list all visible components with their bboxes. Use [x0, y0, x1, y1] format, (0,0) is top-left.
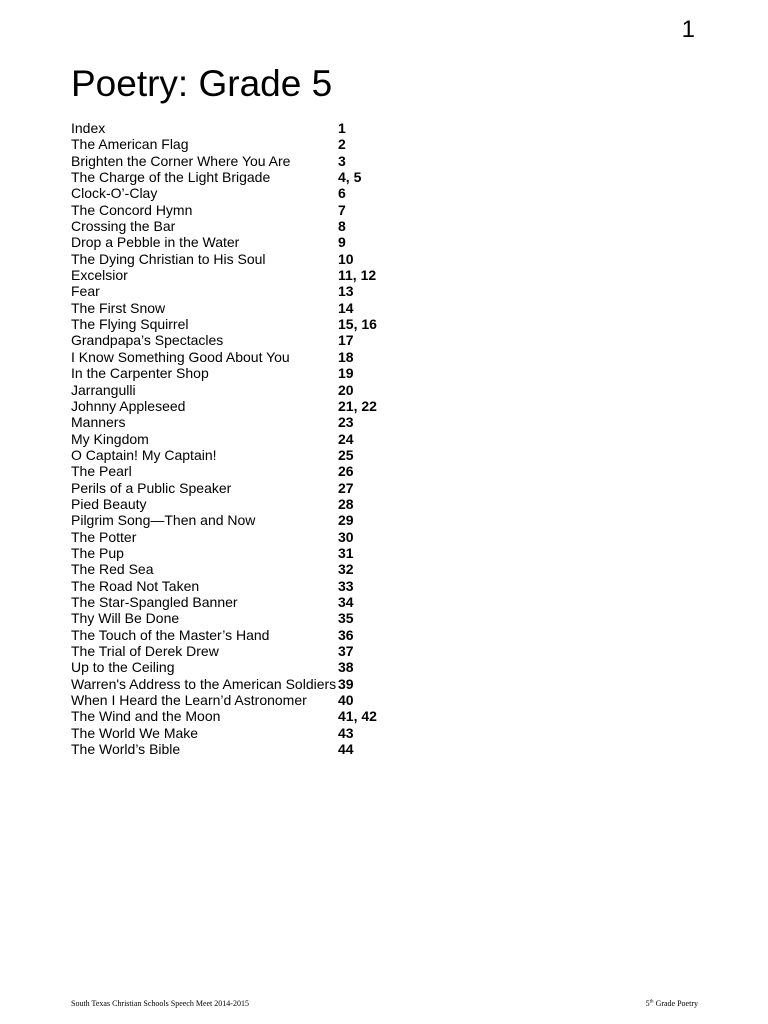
- index-row: [71, 512, 471, 528]
- index-row: [71, 431, 471, 447]
- poem-page-numbers: 4, 5: [338, 169, 362, 186]
- poem-page-numbers: 11, 12: [338, 267, 377, 284]
- poem-title: Thy Will Be Done: [71, 610, 180, 627]
- poem-title: Grandpapa’s Spectacles: [71, 332, 224, 349]
- index-row: [71, 365, 471, 381]
- index-row: [71, 332, 471, 348]
- page-title: Poetry: Grade 5: [71, 63, 333, 104]
- index-row: [71, 545, 471, 561]
- poem-page-numbers: 33: [338, 577, 354, 594]
- footer-right: [646, 998, 698, 1010]
- poem-page-numbers: 25: [338, 446, 354, 463]
- poem-title: Crossing the Bar: [71, 218, 176, 235]
- poem-page-numbers: 3: [338, 152, 346, 169]
- poem-title: The Trial of Derek Drew: [71, 643, 219, 659]
- poem-page-numbers: 19: [338, 365, 354, 382]
- poem-title: The Dying Christian to His Soul: [71, 250, 266, 267]
- index-row: [71, 267, 471, 283]
- index-row: [71, 251, 471, 267]
- poem-page-numbers: 9: [338, 234, 346, 251]
- index-row: [71, 414, 471, 430]
- poem-title: The First Snow: [71, 299, 166, 316]
- index-row: [71, 578, 471, 594]
- index-row: [71, 725, 471, 741]
- poem-title: Perils of a Public Speaker: [71, 479, 232, 496]
- index-row: [71, 463, 471, 479]
- poem-page-numbers: 27: [338, 479, 354, 496]
- poem-title: Johnny Appleseed: [71, 397, 186, 414]
- footer-left: South Texas Christian Schools Speech Meet 2014-2015: [71, 999, 249, 1008]
- poem-title: Pied Beauty: [71, 495, 147, 512]
- poem-page-numbers: 1: [338, 120, 346, 136]
- poem-title: Up to the Ceiling: [71, 659, 175, 676]
- poem-page-numbers: 30: [338, 528, 354, 545]
- index-row: [71, 561, 471, 577]
- poem-title: The Potter: [71, 528, 137, 545]
- index-row: [71, 283, 471, 299]
- index-row: [71, 447, 471, 463]
- poem-page-numbers: 24: [338, 430, 354, 447]
- poem-title: Clock-O’-Clay: [71, 185, 158, 202]
- index-row: [71, 529, 471, 545]
- poem-page-numbers: 23: [338, 414, 354, 431]
- poem-title: Manners: [71, 414, 126, 431]
- footer-grade-number: 5: [645, 999, 650, 1008]
- poem-title: The World We Make: [71, 724, 199, 741]
- index-row: [71, 480, 471, 496]
- poem-page-numbers: 39: [338, 675, 354, 692]
- poem-title: The Pearl: [71, 463, 132, 480]
- poem-page-numbers: 26: [338, 463, 354, 480]
- index-row: [71, 218, 471, 234]
- poem-title: Brighten the Corner Where You Are: [71, 152, 291, 169]
- index-row: [71, 136, 471, 152]
- poem-page-numbers: 15, 16: [338, 316, 377, 333]
- index-row: [71, 316, 471, 332]
- poem-title: Pilgrim Song—Then and Now: [71, 512, 256, 529]
- poem-page-numbers: 17: [338, 332, 354, 349]
- poem-title: Fear: [71, 283, 100, 300]
- index-row: [71, 153, 471, 169]
- index-row: [71, 708, 471, 724]
- poem-title: In the Carpenter Shop: [71, 365, 209, 382]
- index-row: [71, 627, 471, 643]
- poem-page-numbers: 44: [338, 741, 354, 758]
- poem-page-numbers: 20: [338, 381, 354, 398]
- index-row: [71, 234, 471, 250]
- index-row: [71, 185, 471, 201]
- poem-page-numbers: 6: [338, 185, 346, 202]
- poem-page-numbers: 18: [338, 348, 354, 365]
- poem-title: I Know Something Good About You: [71, 348, 290, 365]
- poem-title: O Captain! My Captain!: [71, 446, 217, 463]
- page-number: 1: [681, 16, 695, 43]
- index-row: [71, 382, 471, 398]
- poem-page-numbers: 40: [338, 692, 354, 709]
- poem-title: Warren's Address to the American Soldiers: [71, 675, 337, 692]
- index-row: [71, 169, 471, 185]
- poem-page-numbers: 41, 42: [338, 708, 377, 725]
- poem-page-numbers: 8: [338, 218, 346, 235]
- poem-page-numbers: 28: [338, 495, 354, 512]
- index-row: [71, 659, 471, 675]
- index-row: [71, 643, 471, 659]
- poem-page-numbers: 29: [338, 512, 354, 529]
- poem-page-numbers: 13: [338, 283, 354, 300]
- poem-title: The Road Not Taken: [71, 577, 200, 594]
- poem-title: The Wind and the Moon: [71, 708, 221, 725]
- poem-title: The Pup: [71, 544, 124, 561]
- index-row: [71, 741, 471, 757]
- poem-page-numbers: 34: [338, 593, 354, 610]
- index-row: [71, 300, 471, 316]
- poem-title: The Red Sea: [71, 561, 154, 578]
- poem-page-numbers: 2: [338, 136, 346, 153]
- poem-title: When I Heard the Learn’d Astronomer: [71, 692, 307, 709]
- index-row: [71, 676, 471, 692]
- index-row: [71, 349, 471, 365]
- footer-grade-superscript: th: [649, 999, 654, 1005]
- poem-title: The Concord Hymn: [71, 201, 193, 218]
- poem-title: Drop a Pebble in the Water: [71, 234, 240, 251]
- poem-page-numbers: 37: [338, 643, 354, 659]
- index-row: [71, 610, 471, 626]
- index-row: [71, 202, 471, 218]
- poem-index-list: [71, 120, 471, 757]
- poem-title: The American Flag: [71, 136, 189, 153]
- poem-page-numbers: 31: [338, 544, 354, 561]
- poem-title: Excelsior: [71, 267, 128, 284]
- index-row: [71, 496, 471, 512]
- poem-page-numbers: 35: [338, 610, 354, 627]
- poem-title: The Touch of the Master’s Hand: [71, 626, 270, 643]
- index-row: [71, 692, 471, 708]
- poem-title: My Kingdom: [71, 430, 149, 447]
- index-row: [71, 120, 471, 136]
- poem-page-numbers: 7: [338, 201, 346, 218]
- poem-page-numbers: 10: [338, 250, 354, 267]
- poem-title: The Flying Squirrel: [71, 316, 189, 333]
- poem-page-numbers: 32: [338, 561, 354, 578]
- poem-title: The World’s Bible: [71, 741, 181, 758]
- index-row: [71, 594, 471, 610]
- footer-grade-text: Grade Poetry: [653, 999, 698, 1008]
- poem-page-numbers: 43: [338, 724, 354, 741]
- poem-page-numbers: 38: [338, 659, 354, 676]
- poem-page-numbers: 14: [338, 299, 354, 316]
- poem-title: Jarrangulli: [71, 381, 136, 398]
- poem-page-numbers: 21, 22: [338, 397, 377, 414]
- poem-title: The Charge of the Light Brigade: [71, 169, 271, 186]
- poem-page-numbers: 36: [338, 626, 354, 643]
- poem-title: The Star-Spangled Banner: [71, 593, 238, 610]
- index-row: [71, 398, 471, 414]
- poem-title: Index: [71, 120, 106, 136]
